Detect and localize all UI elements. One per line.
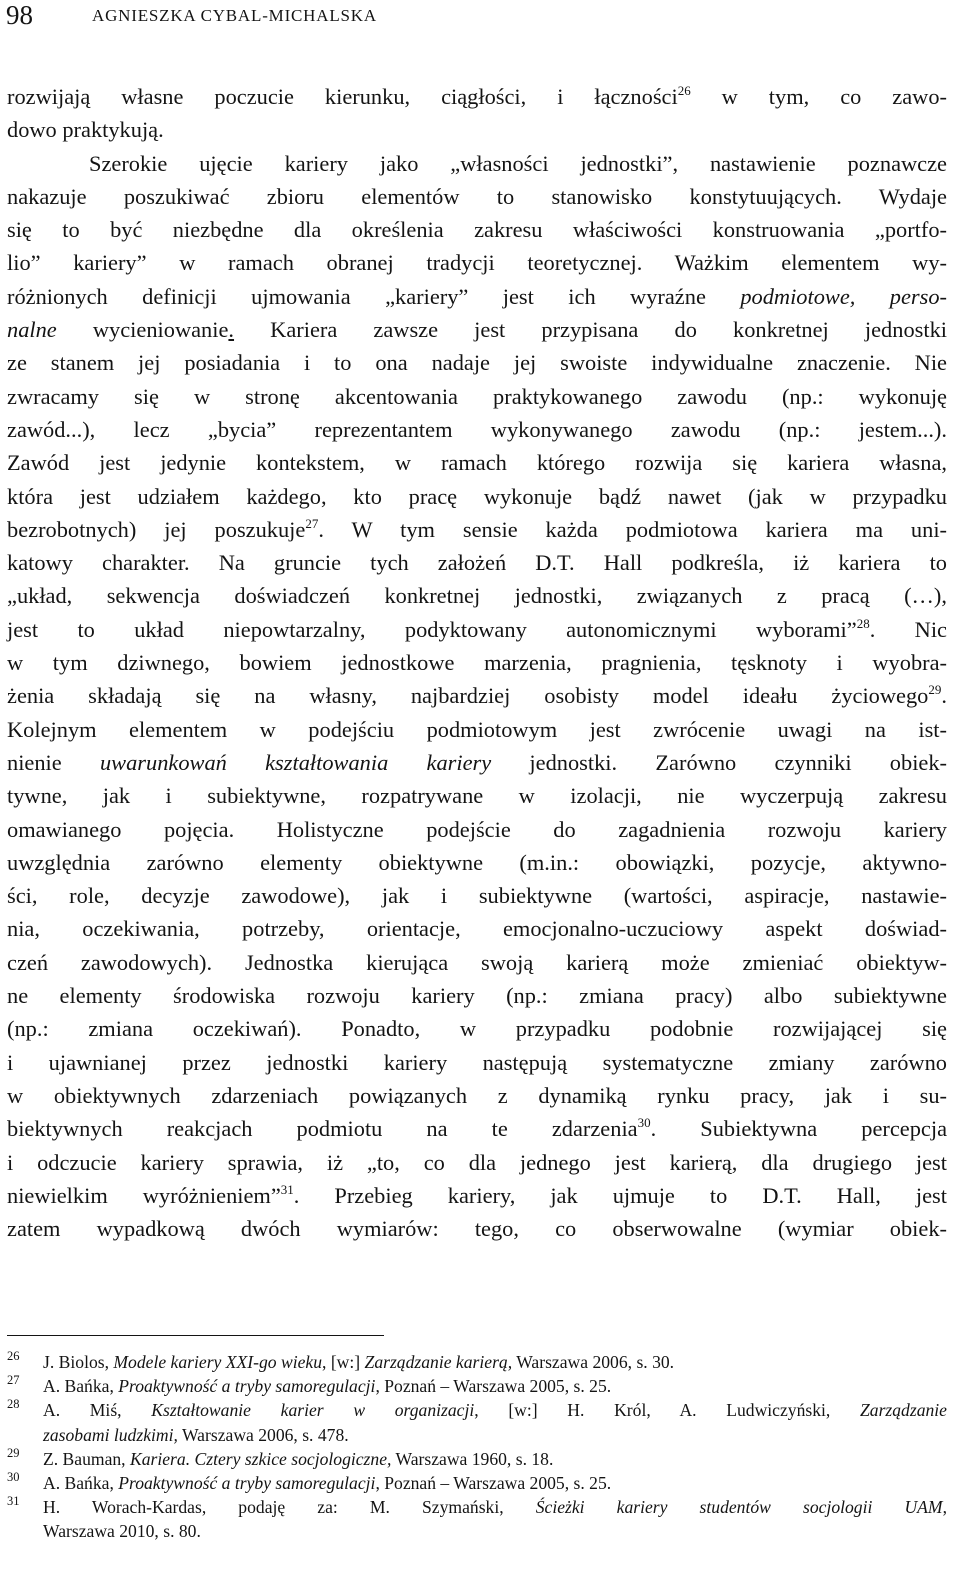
text-line	[7, 313, 947, 346]
text-segment: Szerokie ujęcie kariery jako „własności jednostki”, nastawienie poznawcze	[89, 150, 947, 176]
text-line	[7, 513, 947, 546]
italic-text: Modele kariery XXI-go wieku	[113, 1352, 323, 1372]
text-segment: która jest udziałem każdego, kto pracę wykonuje bądź nawet (jak w przypadku	[7, 483, 947, 509]
footnote-line	[43, 1519, 947, 1543]
text-segment: i odczucie kariery sprawia, iż „to, co dla jednego jest karierą, dla drugiego jest	[7, 1149, 947, 1175]
text-segment: „układ, sekwencja doświadczeń konkretnej jednostki, związanych z pracą (…),	[7, 583, 947, 609]
text-segment: biektywnych reakcjach podmiotu na te zdarzenia	[7, 1116, 638, 1142]
text-line	[7, 813, 947, 846]
text-segment: . Przebieg kariery, jak ujmuje to D.T. Hall, jest	[293, 1182, 947, 1208]
body-text	[7, 80, 947, 1245]
text-line	[7, 912, 947, 945]
text-segment: niewielkim wyróżnieniem”	[7, 1182, 281, 1208]
text-line	[7, 1146, 947, 1179]
text-segment: J. Biolos,	[43, 1352, 114, 1372]
text-line	[7, 246, 947, 279]
text-line	[7, 946, 947, 979]
text-line	[7, 846, 947, 879]
page-number: 98	[6, 0, 33, 30]
footnote-line	[43, 1471, 947, 1495]
text-segment: Warszawa 2006, s. 478.	[177, 1424, 349, 1445]
text-segment: uwzględnia zarówno elementy obiektywne (m.in.: obowiązki, pozycje, aktywno-	[7, 849, 947, 875]
text-line	[7, 746, 947, 779]
footnote-number: 28	[7, 1397, 20, 1412]
footnote-ref: 31	[280, 1181, 294, 1197]
text-line	[7, 779, 947, 812]
footnote-line	[43, 1423, 947, 1447]
footnote	[7, 1398, 947, 1446]
text-segment: ze stanem jej posiadania i to ona nadaje jej swoiste indywidualne znaczenie. Nie	[7, 350, 947, 376]
text-line	[7, 413, 947, 446]
text-segment: zawód...), lecz „bycia” reprezentantem wykonywanego zawodu (np.: jestem...).	[7, 416, 947, 442]
running-head: AGNIESZKA CYBAL-MICHALSKA	[92, 6, 377, 25]
footnote-number: 31	[7, 1494, 20, 1509]
italic-text: Kariera. Cztery szkice socjologiczne,	[129, 1448, 392, 1469]
text-segment: nakazuje poszukiwać zbioru elementów to stanowisko konstytuujących. Wydaje	[7, 183, 947, 209]
text-segment: katowy charakter. Na gruncie tych założeń D.T. Hall podkreśla, iż kariera to	[7, 550, 947, 576]
text-segment: , [w:]	[322, 1352, 365, 1372]
footnote	[7, 1350, 947, 1374]
italic-text: Kształtowanie karier w organizacji	[151, 1400, 475, 1421]
italic-text: podmiotowe, perso-	[740, 283, 948, 309]
text-line	[7, 346, 947, 379]
text-segment: bezrobotnych) jej poszukuje	[7, 516, 306, 542]
text-line	[7, 113, 947, 146]
footnote-number: 30	[7, 1470, 20, 1485]
text-segment: Kariera zawsze jest przypisana do konkretnej jednostki	[234, 317, 947, 343]
footnote-ref: 30	[637, 1115, 651, 1131]
text-line	[7, 1212, 947, 1245]
italic-text: Proaktywność a tryby samoregulacji	[118, 1473, 376, 1494]
text-segment: ,	[942, 1497, 947, 1518]
text-line	[7, 180, 947, 213]
text-line	[7, 446, 947, 479]
text-line	[7, 213, 947, 246]
text-segment: ści, role, decyzje zawodowe), jak i subiektywne (wartości, aspiracje, nastawie-	[7, 883, 947, 909]
text-line	[7, 147, 947, 180]
text-segment: Kolejnym elementem w podejściu podmiotowym jest zwrócenie uwagi na ist-	[7, 716, 947, 742]
page-header	[0, 0, 960, 40]
text-segment: w tym, co zawo-	[690, 84, 947, 109]
footnote-line	[43, 1374, 947, 1398]
text-segment: . W tym sensie każda podmiotowa kariera ma uni-	[318, 516, 948, 542]
italic-text: uwarunkowań kształtowania kariery	[99, 749, 492, 775]
italic-text: Proaktywność a tryby samoregulacji	[118, 1376, 376, 1397]
text-segment: . Nic	[869, 616, 947, 642]
text-segment: A. Miś,	[43, 1400, 152, 1421]
text-segment: wycieniowanie	[56, 317, 229, 343]
text-segment: , Poznań – Warszawa 2005, s. 25.	[375, 1376, 612, 1397]
text-segment: omawianego pojęcia. Holistyczne podejście do zagadnienia rozwoju kariery	[7, 816, 947, 842]
text-segment: Warszawa 2010, s. 80.	[43, 1521, 201, 1542]
text-segment: lio” kariery” w ramach obranej tradycji teoretycznej. Ważkim elementem wy-	[7, 250, 947, 276]
footnote	[7, 1495, 947, 1543]
text-line	[7, 713, 947, 746]
text-line	[7, 879, 947, 912]
text-segment: jednostki. Zarówno czynniki obiek-	[491, 749, 948, 775]
text-segment: zwracamy się w stronę akcentowania praktykowanego zawodu (np.: wykonuję	[7, 383, 947, 409]
text-line	[7, 480, 947, 513]
text-line	[7, 1179, 947, 1212]
text-segment: się to być niezbędne dla określenia zakresu właściwości konstruowania „portfo-	[7, 217, 947, 243]
footnote	[7, 1374, 947, 1398]
italic-text: Zarządzanie	[859, 1400, 947, 1421]
footnote-line	[43, 1495, 947, 1519]
text-line	[7, 679, 947, 712]
text-line	[7, 1012, 947, 1045]
footnote-line	[43, 1447, 947, 1471]
text-line	[7, 1046, 947, 1079]
text-segment: (np.: zmiana oczekiwań). Ponadto, w przypadku podobnie rozwijającej się	[7, 1016, 947, 1042]
footnote-ref: 27	[305, 515, 319, 531]
footnote	[7, 1447, 947, 1471]
footnote-number: 26	[7, 1349, 20, 1363]
text-segment: nienie	[7, 749, 100, 775]
footnote-ref: 26	[677, 83, 691, 98]
footnote-line	[43, 1350, 947, 1374]
text-segment: H. Worach-Kardas, podaję za: M. Szymański,	[43, 1497, 536, 1518]
text-segment: A. Bańka,	[43, 1376, 119, 1397]
footnote-ref: 28	[856, 615, 870, 631]
text-line	[7, 280, 947, 313]
text-line	[7, 613, 947, 646]
italic-text: nalne	[7, 317, 57, 343]
text-segment: , Poznań – Warszawa 2005, s. 25.	[375, 1473, 612, 1494]
text-segment: w obiektywnych zdarzeniach powiązanych z dynamiką rynku pracy, jak i su-	[7, 1082, 947, 1108]
italic-text: Ścieżki kariery studentów socjologii UAM	[535, 1497, 943, 1518]
text-segment: w tym dziwnego, bowiem jednostkowe marzenia, pragnienia, tęsknoty i wyobra-	[7, 650, 947, 676]
text-line	[7, 80, 947, 113]
italic-text: Zarządzanie karierą,	[364, 1352, 513, 1372]
text-segment: i ujawnianej przez jednostki kariery następują systematyczne zmiany zarówno	[7, 1049, 947, 1075]
text-line	[7, 579, 947, 612]
footnote-separator	[7, 1335, 384, 1336]
underlined-text: .	[228, 317, 235, 343]
footnote-ref: 29	[928, 682, 942, 698]
footnote-line	[43, 1398, 947, 1422]
text-line	[7, 380, 947, 413]
text-segment: Z. Bauman,	[43, 1448, 130, 1469]
text-segment: dowo praktykują.	[7, 117, 164, 143]
text-line	[7, 1079, 947, 1112]
footnotes	[7, 1350, 947, 1544]
text-segment: rozwijają własne poczucie kierunku, ciągłości, i łączności	[7, 84, 678, 109]
text-segment: różnionych definicji ujmowania „kariery” jest ich wyraźne	[7, 283, 741, 309]
text-line	[7, 979, 947, 1012]
text-segment: .	[941, 683, 947, 709]
text-segment: Warszawa 1960, s. 18.	[391, 1448, 554, 1469]
italic-text: zasobami ludzkimi,	[43, 1424, 178, 1445]
text-segment: żenia składają się na własny, najbardziej osobisty model ideału życiowego	[7, 683, 929, 709]
text-segment: , [w:] H. Król, A. Ludwiczyński,	[474, 1400, 860, 1421]
text-segment: A. Bańka,	[43, 1473, 119, 1494]
footnote-number: 27	[7, 1373, 20, 1388]
text-segment: Zawód jest jedynie kontekstem, w ramach którego rozwija się kariera własna,	[7, 450, 947, 476]
text-line	[7, 1112, 947, 1145]
text-segment: nia, oczekiwania, potrzeby, orientacje, emocjonalno-uczuciowy aspekt doświad-	[7, 916, 947, 942]
text-segment: jest to układ niepowtarzalny, podyktowany autonomicznymi wyborami”	[7, 616, 857, 642]
text-segment: tywne, jak i subiektywne, rozpatrywane w izolacji, nie wyczerpują zakresu	[7, 783, 947, 809]
footnote-number: 29	[7, 1445, 20, 1460]
text-segment: Warszawa 2006, s. 30.	[512, 1352, 675, 1372]
text-segment: zatem wypadkową dwóch wymiarów: tego, co obserwowalne (wymiar obiek-	[7, 1216, 947, 1242]
text-segment: ne elementy środowiska rozwoju kariery (np.: zmiana pracy) albo subiektywne	[7, 983, 947, 1009]
footnote	[7, 1471, 947, 1495]
text-line	[7, 646, 947, 679]
text-line	[7, 546, 947, 579]
text-segment: czeń zawodowych). Jednostka kierująca swoją karierą może zmieniać obiektyw-	[7, 949, 947, 975]
text-segment: . Subiektywna percepcja	[650, 1116, 948, 1142]
